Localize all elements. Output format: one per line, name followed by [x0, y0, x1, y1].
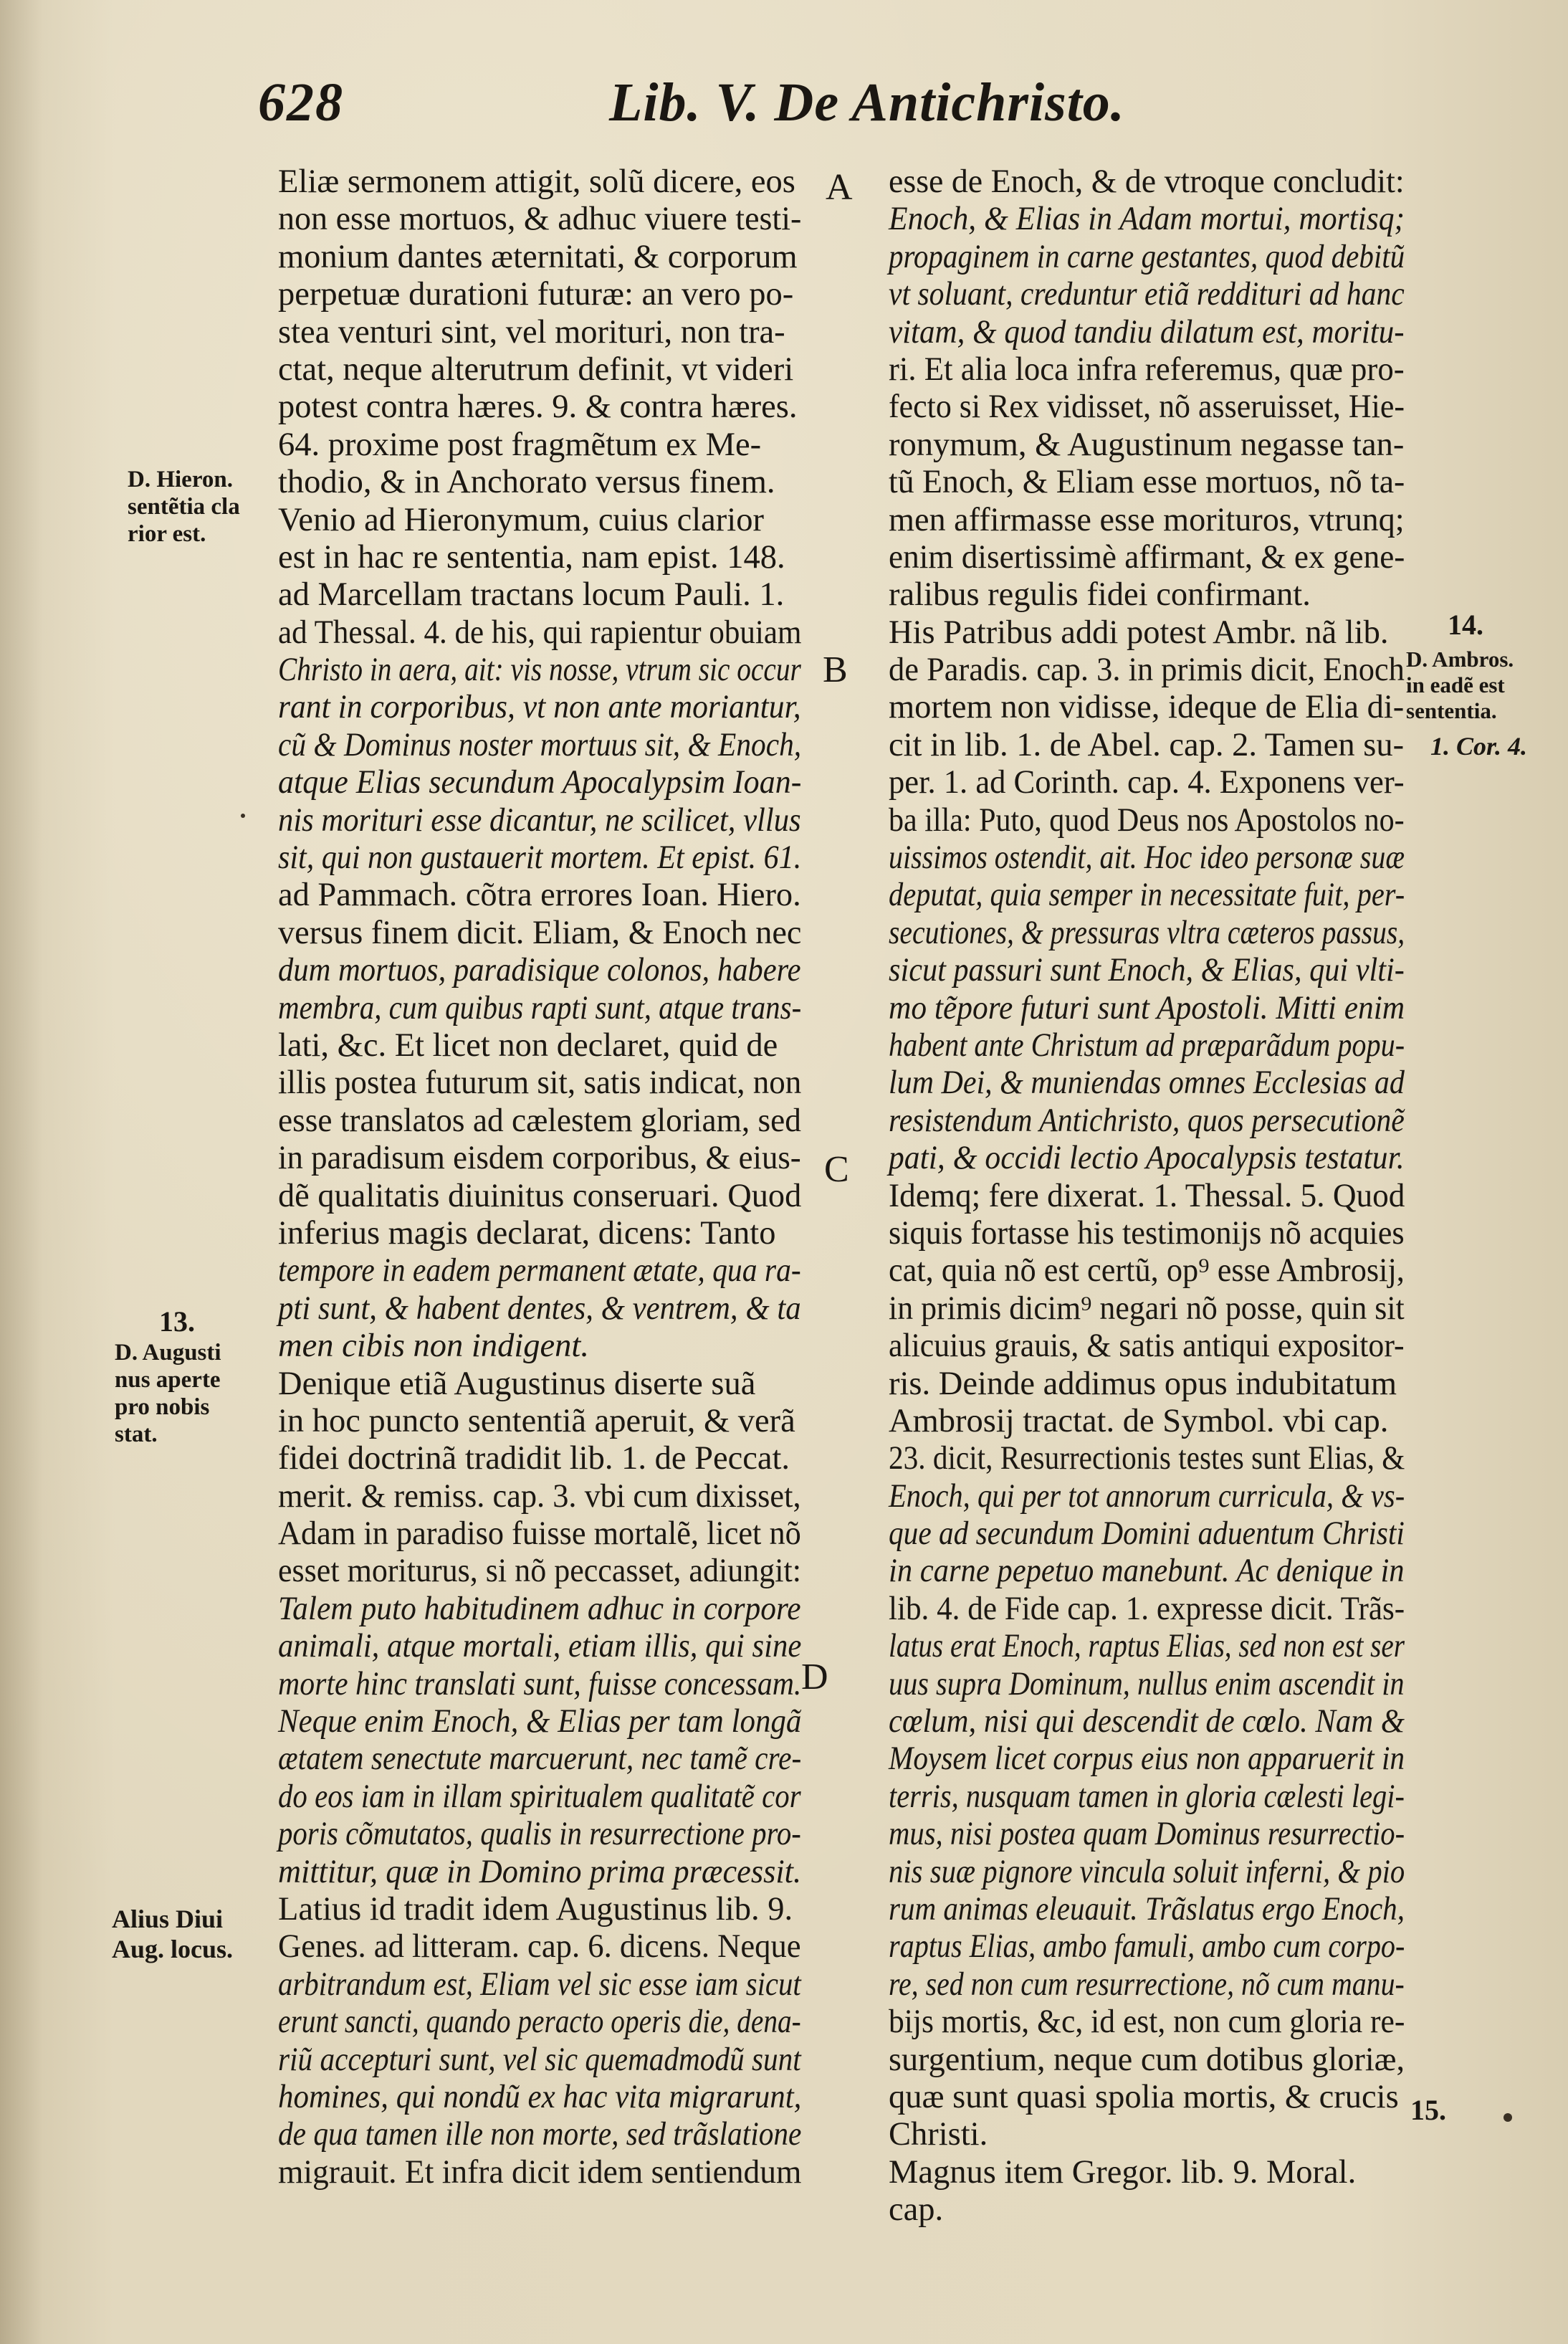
- margin-note-hieronymus: [128, 466, 240, 548]
- text-line: habent ante Christum ad præparãdum popu-: [889, 1026, 1405, 1064]
- section-letter-d: D: [801, 1657, 828, 1697]
- margin-note-line: Alius Diui: [112, 1905, 224, 1933]
- text-line: mortem non vidisse, ideque de Elia di-: [889, 689, 1405, 726]
- text-line: potest contra hæres. 9. & contra hæres.: [278, 389, 798, 426]
- text-line: bijs mortis, &c, id est, non cum gloria re-: [889, 2004, 1405, 2041]
- text-line: cit in lib. 1. de Abel. cap. 2. Tamen su-: [889, 726, 1405, 763]
- right-text-column: [889, 163, 1405, 2229]
- left-text-column: [278, 163, 801, 2191]
- text-line: Eliæ sermonem attigit, solũ dicere, eos: [278, 163, 795, 200]
- text-line: illis postea futurum sit, satis indicat, non: [278, 1064, 802, 1102]
- text-line: nis morituri esse dicantur, ne scilicet, vllus: [278, 801, 801, 839]
- margin-note-line: rior est.: [128, 521, 206, 547]
- text-line: Magnus item Gregor. lib. 9. Moral.: [889, 2153, 1357, 2191]
- text-line: resistendum Antichristo, quos persecutionẽ: [889, 1102, 1405, 1139]
- text-line: de qua tamen ille non morte, sed trãslatione: [278, 2116, 802, 2153]
- text-line: uissimos ostendit, ait. Hoc ideo personæ suæ: [889, 839, 1405, 877]
- text-line: in carne pepetuo manebunt. Ac denique in: [889, 1553, 1405, 1590]
- text-line: surgentium, neque cum dotibus gloriæ,: [889, 2041, 1405, 2078]
- margin-section-number-13: 13.: [159, 1305, 195, 1338]
- text-line: Moysem licet corpus eius non apparuerit in: [889, 1740, 1405, 1778]
- margin-note-line: Aug. locus.: [112, 1935, 234, 1963]
- text-line: enim disertissimè affirmant, & ex gene-: [889, 538, 1405, 576]
- text-line: arbitrandum est, Eliam vel sic esse iam sicut: [278, 1966, 801, 2003]
- text-line: animali, atque mortali, etiam illis, qui sine: [278, 1628, 802, 1665]
- text-line: fecto si Rex vidisset, nõ asseruisset, Hie-: [889, 389, 1405, 426]
- section-letter-b: B: [823, 649, 848, 690]
- section-letter-c: C: [824, 1149, 849, 1190]
- text-line: 23. dicit, Resurrectionis testes sunt Elias, &: [889, 1440, 1405, 1477]
- running-header: [0, 72, 1568, 136]
- text-line: versus finem dicit. Eliam, & Enoch nec: [278, 914, 802, 951]
- text-line: mittitur, quæ in Domino prima præcessit.: [278, 1853, 802, 1890]
- ink-speck: [241, 814, 245, 818]
- text-line: dum mortuos, paradisique colonos, habere: [278, 952, 801, 989]
- text-line: dẽ qualitatis diuinitus conseruari. Quod: [278, 1177, 802, 1214]
- margin-note-line: pro nobis: [115, 1394, 210, 1420]
- text-line: pati, & occidi lectio Apocalypsis testatur.: [889, 1140, 1405, 1177]
- text-line: monium dantes æternitati, & corporum: [278, 238, 798, 275]
- margin-note-line: D. Ambros.: [1406, 647, 1514, 672]
- text-line: mo tẽpore futuri sunt Apostoli. Mitti enim: [889, 989, 1405, 1026]
- text-line: thodio, & in Anchorato versus finem.: [278, 464, 775, 501]
- text-line: merit. & remiss. cap. 3. vbi cum dixisset,: [278, 1477, 801, 1515]
- text-line: propaginem in carne gestantes, quod debitũ: [889, 238, 1405, 275]
- text-line: cap.: [889, 2191, 944, 2229]
- margin-section-number-15: 15.: [1410, 2094, 1446, 2126]
- text-line: inferius magis declarat, dicens: Tanto: [278, 1214, 776, 1252]
- text-line: lib. 4. de Fide cap. 1. expresse dicit. Trãs-: [889, 1590, 1405, 1627]
- text-line: mus, nisi postea quam Dominus resurrectio-: [889, 1816, 1405, 1853]
- text-line: ri. Et alia loca infra referemus, quæ pro-: [889, 351, 1405, 388]
- text-line: ris. Deinde addimus opus indubitatum: [889, 1365, 1397, 1402]
- text-line: re, sed non cum resurrectione, nõ cum manu-: [889, 1966, 1405, 2003]
- text-line: raptus Elias, ambo famuli, ambo cum corpo-: [889, 1928, 1405, 1966]
- text-line: riũ accepturi sunt, vel sic quemadmodũ sunt: [278, 2041, 801, 2078]
- text-line: Venio ad Hieronymum, cuius clarior: [278, 501, 764, 538]
- text-line: Talem puto habitudinem adhuc in corpore: [278, 1590, 801, 1627]
- margin-scripture-reference: 1. Cor. 4.: [1430, 732, 1528, 761]
- text-line: sicut passuri sunt Enoch, & Elias, qui vlti-: [889, 952, 1405, 989]
- text-line: erunt sancti, quando peracto operis die, dena-: [278, 2004, 801, 2041]
- text-line: ronymum, & Augustinum negasse tan-: [889, 426, 1405, 463]
- text-line: esse translatos ad cælestem gloriam, sed: [278, 1102, 801, 1139]
- text-line: nis suæ pignore vincula soluit inferni, & pio: [889, 1853, 1405, 1890]
- text-line: in paradisum eisdem corporibus, & eius-: [278, 1140, 801, 1177]
- text-line: alicuius grauis, & satis antiqui expositor-: [889, 1328, 1405, 1365]
- text-line: Neque enim Enoch, & Elias per tam longã: [278, 1703, 802, 1740]
- margin-note-line: D. Hieron.: [128, 467, 233, 492]
- margin-note-line: stat.: [115, 1421, 158, 1447]
- text-line: deputat, quia semper in necessitate fuit, per-: [889, 877, 1405, 914]
- text-line: sit, qui non gustauerit mortem. Et epist. 61.: [278, 839, 802, 877]
- text-line: tempore in eadem permanent ætate, qua ra-: [278, 1252, 801, 1290]
- text-line: ætatem senectute marcuerunt, nec tamẽ cre-: [278, 1740, 802, 1778]
- margin-note-line: in eadẽ est: [1406, 672, 1505, 697]
- text-line: ralibus regulis fidei confirmant.: [889, 576, 1311, 614]
- text-line: stea venturi sint, vel morituri, non tra-: [278, 313, 785, 351]
- text-line: Adam in paradiso fuisse mortalẽ, licet nõ: [278, 1515, 801, 1553]
- margin-note-line: nus aperte: [115, 1367, 221, 1393]
- text-line: 64. proxime post fragmẽtum ex Me-: [278, 426, 762, 463]
- text-line: Idemq; fere dixerat. 1. Thessal. 5. Quod: [889, 1177, 1405, 1214]
- text-line: atque Elias secundum Apocalypsim Ioan-: [278, 764, 802, 801]
- text-line: poris cõmutatos, qualis in resurrectione pro-: [278, 1816, 801, 1853]
- text-line: esset moriturus, si nõ peccasset, adiungit:: [278, 1553, 801, 1590]
- text-line: ctat, neque alterutrum definit, vt videri: [278, 351, 794, 388]
- running-title: Lib. V. De Antichristo.: [609, 72, 1125, 133]
- margin-note-augustinus: [115, 1339, 221, 1448]
- text-line: de Paradis. cap. 3. in primis dicit, Enoch: [889, 652, 1405, 689]
- text-line: per. 1. ad Corinth. cap. 4. Exponens ver-: [889, 764, 1405, 801]
- text-line: morte hinc translati sunt, fuisse concessam.: [278, 1665, 802, 1702]
- text-line: Latius id tradit idem Augustinus lib. 9.: [278, 1890, 793, 1928]
- text-line: pti sunt, & habent dentes, & ventrem, & ta: [278, 1290, 801, 1327]
- text-line: men affirmasse esse morituros, vtrunq;: [889, 501, 1405, 538]
- text-line: in primis dicim⁹ negari nõ posse, quin sit: [889, 1290, 1405, 1327]
- section-letter-a: A: [826, 167, 853, 208]
- text-line: non esse mortuos, & adhuc viuere testi-: [278, 201, 802, 238]
- text-line: secutiones, & pressuras vltra cæteros passus,: [889, 914, 1405, 951]
- text-line: vitam, & quod tandiu dilatum est, moritu-: [889, 313, 1405, 351]
- margin-note-alius-locus: [112, 1904, 233, 1964]
- text-line: que ad secundum Domini aduentum Christi: [889, 1515, 1405, 1553]
- margin-section-number-14: 14.: [1448, 609, 1483, 641]
- text-line: terris, nusquam tamen in gloria cælesti legi-: [889, 1778, 1405, 1815]
- text-line: vt soluant, creduntur etiã reddituri ad hanc: [889, 276, 1405, 313]
- text-line: quæ sunt quasi spolia mortis, & crucis: [889, 2078, 1399, 2115]
- text-line: Enoch, qui per tot annorum curricula, & vs-: [889, 1477, 1405, 1515]
- text-line: ad Pammach. cõtra errores Ioan. Hiero.: [278, 877, 801, 914]
- text-line: lum Dei, & muniendas omnes Ecclesias ad: [889, 1064, 1405, 1102]
- text-line: cœlum, nisi qui descendit de cœlo. Nam &: [889, 1703, 1405, 1740]
- margin-note-line: D. Augusti: [115, 1340, 221, 1366]
- text-line: rant in corporibus, vt non ante moriantur,: [278, 689, 801, 726]
- text-line: homines, qui nondũ ex hac vita migrarunt,: [278, 2078, 802, 2115]
- text-line: in hoc puncto sententiã aperuit, & verã: [278, 1402, 795, 1439]
- text-line: uus supra Dominum, nullus enim ascendit in: [889, 1665, 1405, 1702]
- text-line: perpetuæ durationi futuræ: an vero po-: [278, 276, 794, 313]
- text-line: est in hac re sententia, nam epist. 148.: [278, 538, 785, 576]
- margin-note-line: sententia.: [1406, 698, 1497, 723]
- text-line: Christo in aera, ait: vis nosse, vtrum sic occur: [278, 652, 801, 689]
- text-line: Christi.: [889, 2116, 988, 2153]
- text-line: Enoch, & Elias in Adam mortui, mortisq;: [889, 201, 1405, 238]
- text-line: ad Thessal. 4. de his, qui rapientur obuiam: [278, 614, 802, 651]
- text-line: rum animas eleuauit. Trãslatus ergo Enoch,: [889, 1890, 1405, 1928]
- text-line: ba illa: Puto, quod Deus nos Apostolos no-: [889, 801, 1405, 839]
- text-line: siquis fortasse his testimonijs nõ acquies: [889, 1214, 1405, 1252]
- text-line: latus erat Enoch, raptus Elias, sed non est ser: [889, 1628, 1405, 1665]
- text-line: migrauit. Et infra dicit idem sentiendum: [278, 2153, 802, 2191]
- text-line: membra, cum quibus rapti sunt, atque trans-: [278, 989, 802, 1026]
- page-number: 628: [258, 72, 344, 133]
- text-line: Denique etiã Augustinus diserte suã: [278, 1365, 756, 1402]
- margin-note-line: sentẽtia cla: [128, 494, 240, 520]
- text-line: fidei doctrinã tradidit lib. 1. de Peccat.: [278, 1440, 790, 1477]
- text-line: cat, quia nõ est certũ, op⁹ esse Ambrosij,: [889, 1252, 1405, 1290]
- text-line: cũ & Dominus noster mortuus sit, & Enoch,: [278, 726, 802, 763]
- text-line: esse de Enoch, & de vtroque concludit:: [889, 163, 1405, 200]
- text-line: Ambrosij tractat. de Symbol. vbi cap.: [889, 1402, 1389, 1439]
- ink-speck: [1504, 2113, 1512, 2122]
- text-line: men cibis non indigent.: [278, 1328, 589, 1365]
- text-line: His Patribus addi potest Ambr. nã lib.: [889, 614, 1389, 651]
- text-line: do eos iam in illam spiritualem qualitatẽ cor: [278, 1778, 801, 1815]
- margin-note-ambrosius: [1406, 647, 1514, 724]
- text-line: lati, &c. Et licet non declaret, quid de: [278, 1026, 778, 1064]
- text-line: ad Marcellam tractans locum Pauli. 1.: [278, 576, 785, 614]
- text-line: Genes. ad litteram. cap. 6. dicens. Neque: [278, 1928, 801, 1966]
- text-line: tũ Enoch, & Eliam esse mortuos, nõ ta-: [889, 464, 1405, 501]
